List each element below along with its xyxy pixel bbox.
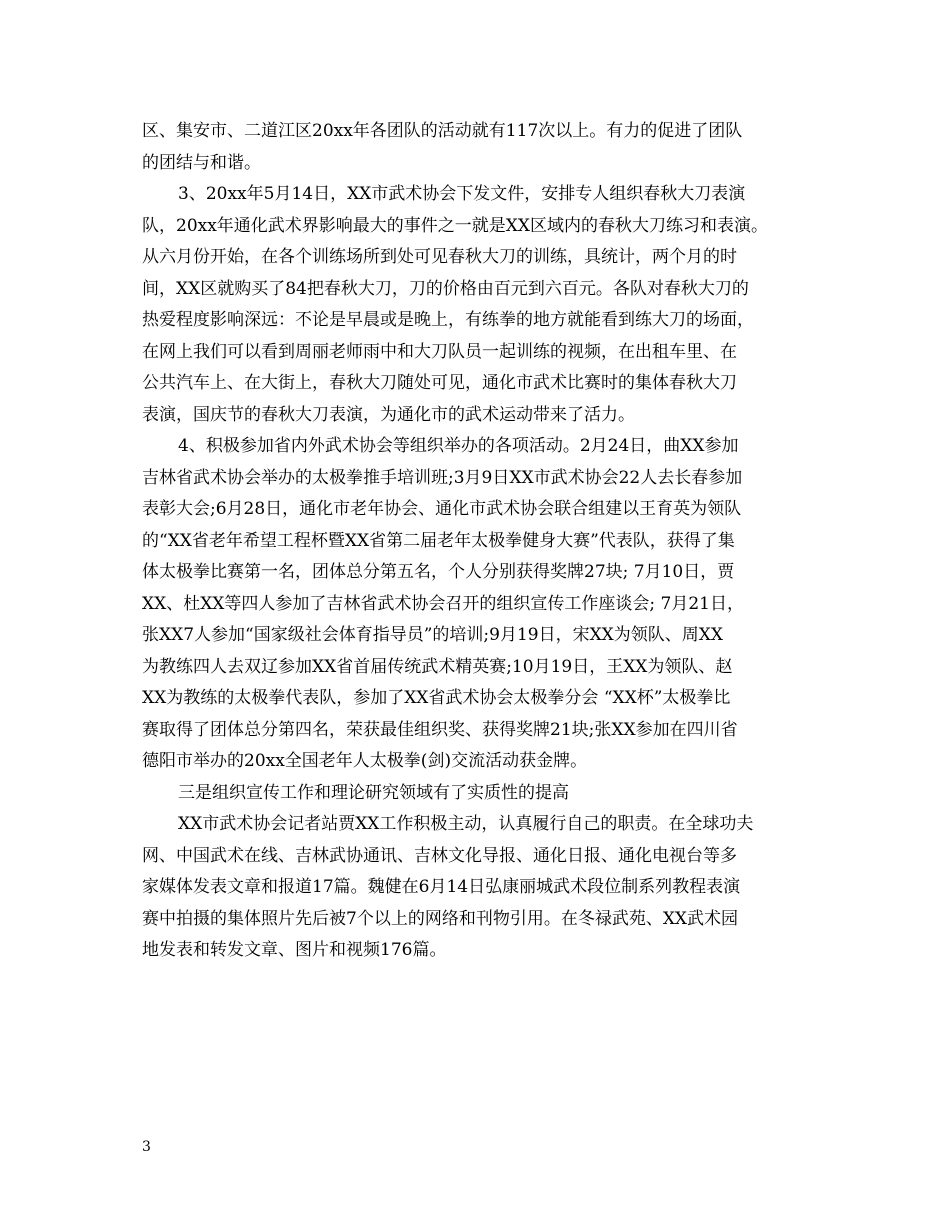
text-line: 赛中拍摄的集体照片先后被7个以上的网络和刊物引用。在冬禄武苑、XX武术园 xyxy=(142,908,739,929)
page-number: 3 xyxy=(142,1139,151,1155)
text-line: XX为教练的太极拳代表队，参加了XX省武术协会太极拳分会 “XX杯”太极拳比 xyxy=(142,688,731,708)
text-line: XX市武术协会记者站贾XX工作积极主动，认真履行自己的职责。在全球功夫 xyxy=(178,814,754,834)
text-line: 区、集安市、二道江区20xx年各团队的活动就有117次以上。有力的促进了团队 xyxy=(142,121,743,141)
text-line: 4、积极参加省内外武术协会等组织举办的各项活动。2月24日，曲XX参加 xyxy=(178,436,739,456)
text-line: 3、20xx年5月14日，XX市武术协会下发文件，安排专人组织春秋大刀表演 xyxy=(178,184,746,204)
text-line: 张XX7人参加“国家级社会体育指导员”的培训;9月19日，宋XX为领队、周XX xyxy=(142,625,723,645)
text-line: 德阳市举办的20xx全国老年人太极拳(剑)交流活动获金牌。 xyxy=(142,751,588,771)
document-body xyxy=(142,116,812,967)
text-line: 队，20xx年通化武术界影响最大的事件之一就是XX区域内的春秋大刀练习和表演。 xyxy=(142,215,769,236)
text-line: 间，XX区就购买了84把春秋大刀，刀的价格由百元到六百元。各队对春秋大刀的 xyxy=(142,278,749,299)
text-line: 表演，国庆节的春秋大刀表演，为通化市的武术运动带来了活力。 xyxy=(142,404,635,425)
text-line: XX、杜XX等四人参加了吉林省武术协会召开的组织宣传工作座谈会; 7月21日， xyxy=(142,593,744,614)
text-line: 网、中国武术在线、吉林武协通讯、吉林文化导报、通化日报、通化电视台等多 xyxy=(142,845,737,866)
text-line: 三是组织宣传工作和理论研究领域有了实质性的提高 xyxy=(178,782,569,803)
text-line: 地发表和转发文章、图片和视频176篇。 xyxy=(142,940,447,960)
text-line: 家媒体发表文章和报道17篇。魏健在6月14日弘康丽城武术段位制系列教程表演 xyxy=(142,877,741,897)
text-line: 在网上我们可以看到周丽老师雨中和大刀队员一起训练的视频，在出租车里、在 xyxy=(142,341,737,362)
text-line: 的“XX省老年希望工程杯暨XX省第二届老年太极拳健身大赛”代表队，获得了集 xyxy=(142,530,735,551)
text-line: 体太极拳比赛第一名，团体总分第五名，个人分别获得奖牌27块; 7月10日，贾 xyxy=(142,562,735,582)
text-line: 从六月份开始，在各个训练场所到处可见春秋大刀的训练，具统计，两个月的时 xyxy=(142,247,737,267)
text-line: 吉林省武术协会举办的太极拳推手培训班;3月9日XX市武术协会22人去长春参加 xyxy=(142,467,743,488)
text-line: 赛取得了团体总分第四名，荣获最佳组织奖、获得奖牌21块;张XX参加在四川省 xyxy=(142,719,738,740)
text-line: 为教练四人去双辽参加XX省首届传统武术精英赛;10月19日，王XX为领队、赵 xyxy=(142,656,733,677)
text-line: 热爱程度影响深远：不论是早晨或是晚上，有练拳的地方就能看到练大刀的场面， xyxy=(142,310,754,330)
text-line: 公共汽车上、在大街上，春秋大刀随处可见，通化市武术比赛时的集体春秋大刀 xyxy=(142,373,737,393)
text-line: 的团结与和谐。 xyxy=(142,152,261,173)
text-line: 表彰大会;6月28日，通化市老年协会、通化市武术协会联合组建以王育英为领队 xyxy=(142,499,742,519)
